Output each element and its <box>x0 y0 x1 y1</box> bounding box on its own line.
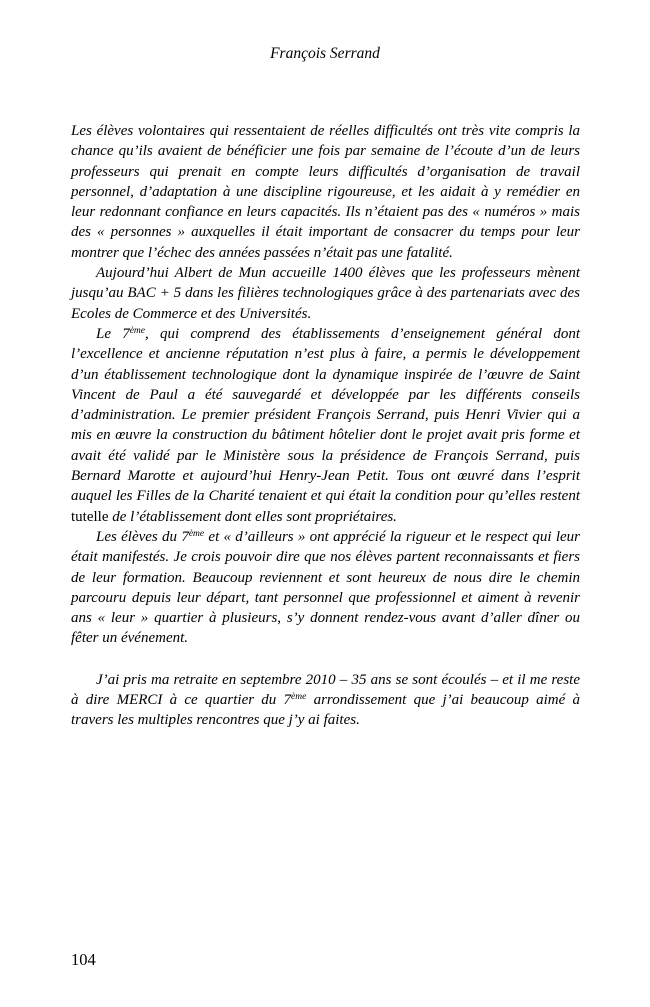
paragraph <box>71 121 580 263</box>
paragraph <box>71 527 580 649</box>
text-segment: de l’établissement dont elles sont propriétaires. <box>108 508 397 525</box>
superscript-text: ème <box>129 325 146 336</box>
text-segment: J’ai pris ma retraite en septembre 2010 – 35 ans se sont écoulés – et il me reste à dire MERCI à ce quartier du 7 <box>71 671 580 709</box>
text-segment: tutelle <box>71 508 109 525</box>
text-segment: Les élèves du 7 <box>96 528 189 545</box>
superscript-text: ème <box>188 528 205 539</box>
text-segment: et « d’ailleurs » ont apprécié la rigueur et le respect qui leur était manifestés. Je crois pouvoir dire que nos élèves partent reconnaissants et fiers de leur formation. Beaucoup reviennent et sont heureux de nous dire le chemin parcouru depuis leur départ, tant personnel que professionnel et aiment à revenir ans « leur » quartier à plusieurs, s’y donnent rendez-vous avant d’aller dîner ou fêter un événement. <box>71 528 580 647</box>
paragraph <box>71 324 580 527</box>
text-segment: , qui comprend des établissements d’enseignement général dont l’excellence et ancienne réputation n’est plus à faire, a permis le développement d’un établissement technologique dont la dynamique inspirée de l’œuvre de Saint Vincent de Paul a été sauvegardé et développée par les différents conseils d’administration. Le premier président François Serrand, puis Henri Vivier qui a mis en œuvre la construction du bâtiment hôtelier dont le projet avait pris forme et avait été validé par le Ministère sous la présidence de François Serrand, puis Bernard Marotte et aujourd’hui Henry-Jean Petit. Tous ont œuvré dans l’esprit auquel les Filles de la Charité tenaient et qui était la condition pour qu’elles restent <box>71 325 580 505</box>
page-number: 104 <box>71 950 96 969</box>
text-segment: Le 7 <box>96 325 130 342</box>
text-segment: Les élèves volontaires qui ressentaient de réelles difficultés ont très vite compris la chance qu’ils avaient de bénéficier une fois par semaine de l’écoute d’un de leurs professeurs qui prenait en compte leurs difficultés d’organisation de travail personnel, d’adaptation à une discipline rigoureuse, et les aidait à y remédier en leur redonnant confiance en leurs capacités. Ils n’étaient pas des « numéros » mais des « personnes » auxquelles il était important de consacrer du temps pour leur montrer que l’échec des années passées n’était pas une fatalité. <box>71 123 580 261</box>
document-body <box>71 121 580 731</box>
text-segment: arrondissement que j’ai beaucoup aimé à travers les multiples rencontres que j’y ai faites. <box>71 692 580 729</box>
running-header: François Serrand <box>270 45 380 62</box>
paragraph <box>71 670 580 731</box>
paragraph <box>71 263 580 324</box>
superscript-text: ème <box>291 692 307 703</box>
text-segment: Aujourd’hui Albert de Mun accueille 1400 élèves que les professeurs mènent jusqu’au BAC + 5 dans les filières technologiques grâce à des partenariats avec des Ecoles de Commerce et des Universités. <box>71 265 580 322</box>
